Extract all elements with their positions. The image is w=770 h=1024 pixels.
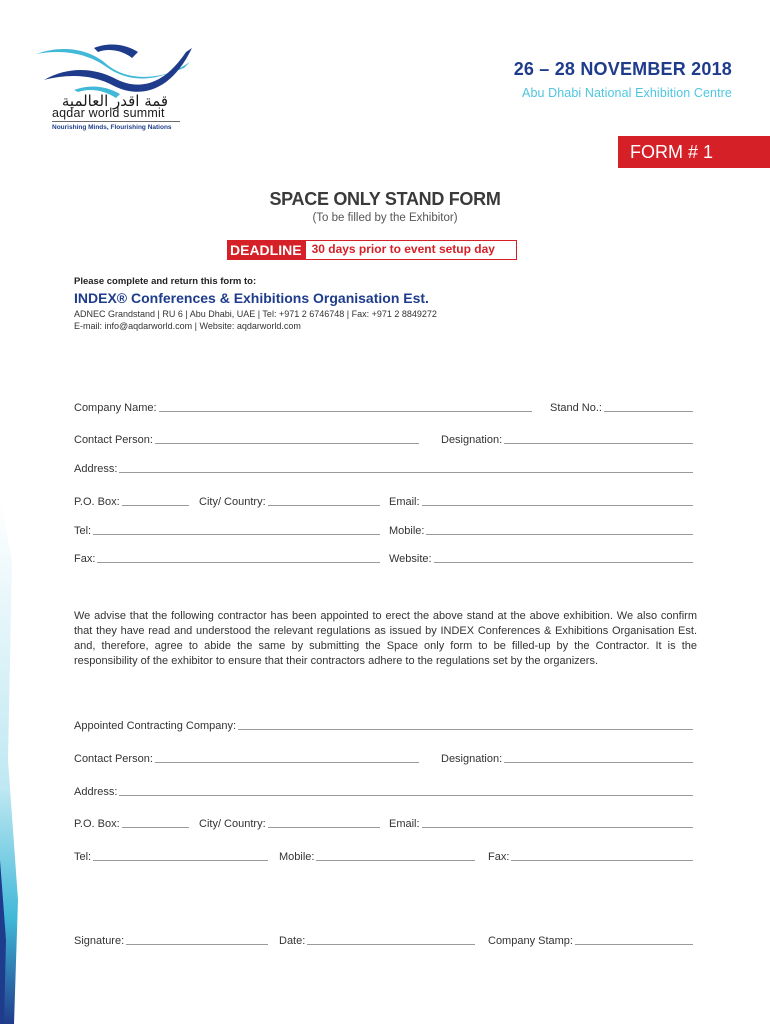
email-line[interactable] <box>422 505 693 506</box>
deadline-text: 30 days prior to event setup day <box>305 240 517 260</box>
city-country-label: City/ Country: <box>199 496 266 508</box>
contractor-email-label: Email: <box>389 818 420 830</box>
stand-no-line[interactable] <box>604 411 693 412</box>
contractor-email-field[interactable] <box>389 818 693 830</box>
logo-divider <box>52 121 180 122</box>
organizer-address: ADNEC Grandstand | RU 6 | Abu Dhabi, UAE | Tel: +971 2 6746748 | Fax: +971 2 8849272 <box>74 309 437 319</box>
contractor-address-label: Address: <box>74 786 118 798</box>
contractor-po-box-line[interactable] <box>122 827 189 828</box>
company-name-field[interactable] <box>74 402 532 414</box>
email-label: Email: <box>389 496 420 508</box>
address-line[interactable] <box>119 472 693 473</box>
deadline-label: DEADLINE <box>227 240 305 260</box>
tel-label: Tel: <box>74 525 92 537</box>
tel-line[interactable] <box>93 534 380 535</box>
stand-no-label: Stand No.: <box>550 402 602 414</box>
contractor-contact-person-line[interactable] <box>155 762 419 763</box>
contractor-designation-label: Designation: <box>441 753 503 765</box>
organizer-contact: E-mail: info@aqdarworld.com | Website: aqdarworld.com <box>74 321 301 331</box>
deadline-box <box>227 240 517 260</box>
contractor-statement: We advise that the following contractor has been appointed to erect the above stand at the above exhibition. We also confirm that they have read and understood the relevant regulations as issued by INDEX Conferences & Exhibitions Organisation Est. and, therefore, agree to abide the same by submitting the Space only form to be filled-up by the Contractor. It is the responsibility of the exhibitor to ensure that their contractors adhere to the regulations set by the organizers. <box>74 610 697 667</box>
contractor-mobile-line[interactable] <box>316 860 475 861</box>
company-name-line[interactable] <box>159 411 532 412</box>
contractor-address-field[interactable] <box>74 786 693 798</box>
contractor-city-country-label: City/ Country: <box>199 818 266 830</box>
contractor-fax-field[interactable] <box>488 851 693 863</box>
contractor-fax-label: Fax: <box>488 851 510 863</box>
form-title: SPACE ONLY STAND FORM <box>269 189 501 209</box>
stand-no-field[interactable] <box>550 402 693 414</box>
contracting-company-field[interactable] <box>74 720 693 732</box>
company-name-label: Company Name: <box>74 402 157 414</box>
contractor-po-box-field[interactable] <box>74 818 189 830</box>
logo-name: aqdar world summit <box>52 106 165 120</box>
contractor-fax-line[interactable] <box>511 860 693 861</box>
website-line[interactable] <box>434 562 693 563</box>
contractor-tel-label: Tel: <box>74 851 92 863</box>
return-instruction: Please complete and return this form to: <box>74 276 257 287</box>
city-country-line[interactable] <box>268 505 380 506</box>
contracting-company-label: Appointed Contracting Company: <box>74 720 237 732</box>
company-stamp-line[interactable] <box>575 944 693 945</box>
contractor-email-line[interactable] <box>422 827 693 828</box>
contractor-contact-person-field[interactable] <box>74 753 419 765</box>
designation-label: Designation: <box>441 434 503 446</box>
organizer-name: INDEX® Conferences & Exhibitions Organisation Est. <box>74 290 429 306</box>
mobile-line[interactable] <box>426 534 693 535</box>
date-line[interactable] <box>307 944 475 945</box>
date-label: Date: <box>279 935 306 947</box>
po-box-field[interactable] <box>74 496 189 508</box>
email-field[interactable] <box>389 496 693 508</box>
address-label: Address: <box>74 463 118 475</box>
event-venue: Abu Dhabi National Exhibition Centre <box>522 86 732 100</box>
contractor-tel-field[interactable] <box>74 851 268 863</box>
po-box-line[interactable] <box>122 505 189 506</box>
designation-field[interactable] <box>441 434 693 446</box>
aqdar-logo-icon <box>34 40 194 100</box>
signature-field[interactable] <box>74 935 268 947</box>
contractor-mobile-field[interactable] <box>279 851 475 863</box>
address-field[interactable] <box>74 463 693 475</box>
contact-person-line[interactable] <box>155 443 419 444</box>
contractor-city-country-line[interactable] <box>268 827 380 828</box>
contractor-address-line[interactable] <box>119 795 693 796</box>
form-number-badge: FORM # 1 <box>618 136 770 168</box>
company-stamp-label: Company Stamp: <box>488 935 573 947</box>
logo-tagline: Nourishing Minds, Flourishing Nations <box>52 124 172 131</box>
designation-line[interactable] <box>504 443 693 444</box>
event-dates: 26 – 28 NOVEMBER 2018 <box>513 59 732 79</box>
signature-line[interactable] <box>126 944 268 945</box>
decorative-stripe <box>0 0 22 1024</box>
contractor-mobile-label: Mobile: <box>279 851 315 863</box>
signature-label: Signature: <box>74 935 125 947</box>
contractor-tel-line[interactable] <box>93 860 268 861</box>
contracting-company-line[interactable] <box>238 729 693 730</box>
fax-line[interactable] <box>97 562 380 563</box>
fax-field[interactable] <box>74 553 380 565</box>
contact-person-field[interactable] <box>74 434 419 446</box>
form-subtitle: (To be filled by the Exhibitor) <box>312 212 458 224</box>
date-field[interactable] <box>279 935 475 947</box>
contact-person-label: Contact Person: <box>74 434 153 446</box>
website-field[interactable] <box>389 553 693 565</box>
contractor-designation-field[interactable] <box>441 753 693 765</box>
company-stamp-field[interactable] <box>488 935 693 947</box>
city-country-field[interactable] <box>199 496 380 508</box>
contractor-contact-person-label: Contact Person: <box>74 753 153 765</box>
tel-field[interactable] <box>74 525 380 537</box>
fax-label: Fax: <box>74 553 96 565</box>
logo-arabic-name: قمة اقدر العالمية <box>61 92 169 110</box>
website-label: Website: <box>389 553 432 565</box>
mobile-field[interactable] <box>389 525 693 537</box>
contractor-city-country-field[interactable] <box>199 818 380 830</box>
contractor-designation-line[interactable] <box>504 762 693 763</box>
contractor-po-box-label: P.O. Box: <box>74 818 120 830</box>
mobile-label: Mobile: <box>389 525 425 537</box>
po-box-label: P.O. Box: <box>74 496 120 508</box>
